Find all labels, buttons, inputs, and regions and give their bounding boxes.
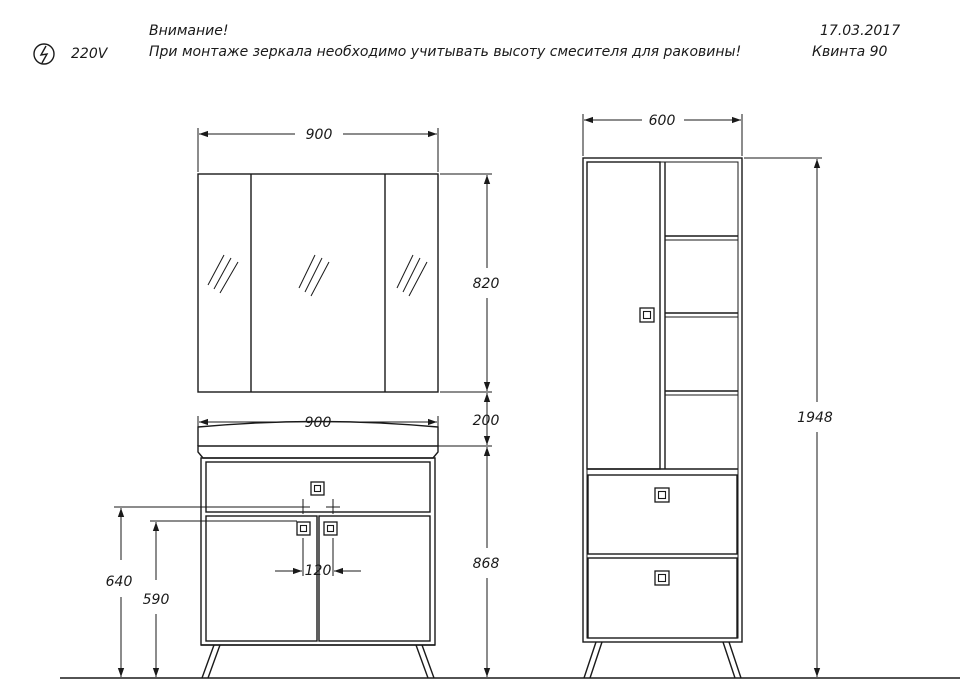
attention-title: Внимание! (149, 23, 229, 39)
cabinet-width-label: 600 (648, 113, 676, 129)
vanity-drawer-handle (311, 482, 324, 495)
pipe-spacing-label: 120 (304, 563, 332, 579)
pipe-height-590-label: 590 (142, 592, 170, 608)
model-name: Квинта 90 (812, 44, 888, 60)
cabinet-height-label: 1948 (797, 410, 833, 426)
mirror-cabinet (198, 174, 438, 392)
vanity-door-handle-right (324, 522, 337, 535)
mirror-height-label: 820 (472, 276, 500, 292)
vanity-height-label: 868 (472, 556, 500, 572)
tall-cabinet-door-handle (640, 308, 654, 322)
vanity-door-handle-left (297, 522, 310, 535)
pipe-height-590-dimension (150, 521, 297, 677)
drawing-date: 17.03.2017 (820, 23, 901, 39)
lightning-circle-icon (34, 44, 54, 64)
tall-cabinet-drawer-handle-top (655, 488, 669, 502)
mirror-glass-hatch-center (299, 255, 329, 296)
tall-cabinet (583, 158, 742, 678)
tall-cabinet-drawer-handle-bottom (655, 571, 669, 585)
vanity-width-label: 900 (304, 415, 332, 431)
mirror-glass-hatch-left (208, 255, 238, 293)
gap-label: 200 (472, 413, 500, 429)
pipe-height-640-label: 640 (105, 574, 133, 590)
warning-text: При монтаже зеркала необходимо учитывать высоту смесителя для раковины! (149, 44, 742, 60)
voltage-label: 220V (71, 46, 108, 62)
mirror-glass-hatch-right (397, 255, 427, 296)
mirror-width-label: 900 (305, 127, 333, 143)
vanity-unit (198, 422, 438, 679)
